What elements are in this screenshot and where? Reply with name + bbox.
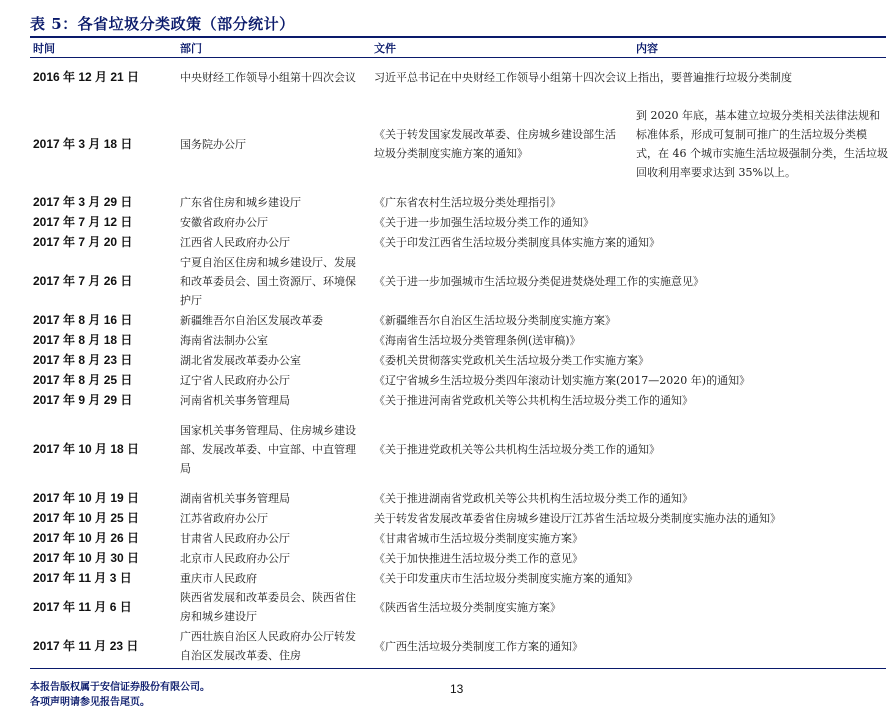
row-date: 2017 年 3 月 29 日 [33, 194, 133, 209]
row-dept: 广东省住房和城乡建设厅 [180, 195, 301, 209]
row-date: 2017 年 7 月 26 日 [33, 273, 133, 288]
row-file: 《广西生活垃圾分类制度工作方案的通知》 [374, 639, 583, 653]
notice-text: 各项声明请参见报告尾页。 [30, 697, 150, 708]
row-dept: 广西壮族自治区人民政府办公厅转发自治区发展改革委、住房 [180, 630, 356, 662]
table-row [30, 212, 886, 232]
row-date: 2017 年 11 月 6 日 [33, 599, 132, 614]
row-file: 《关于加快推进生活垃圾分类工作的意见》 [374, 551, 583, 565]
row-date: 2017 年 10 月 18 日 [33, 441, 140, 456]
row-date: 2017 年 10 月 19 日 [33, 490, 140, 505]
row-dept: 海南省法制办公室 [180, 333, 268, 347]
row-date: 2017 年 7 月 20 日 [33, 234, 133, 249]
table-row [30, 410, 886, 488]
footer-disclaimer [30, 680, 210, 710]
table-title: 表 5：各省垃圾分类政策（部分统计） [30, 15, 295, 33]
row-dept: 新疆维吾尔自治区发展改革委 [180, 313, 323, 327]
row-dept: 宁夏自治区住房和城乡建设厅、发展和改革委员会、国土资源厅、环境保护厅 [180, 255, 356, 307]
table-row [30, 370, 886, 390]
row-dept: 辽宁省人民政府办公厅 [180, 373, 290, 387]
table-row [30, 96, 886, 192]
row-date: 2017 年 8 月 16 日 [33, 312, 133, 327]
table-row [30, 192, 886, 212]
row-file: 《关于印发江西省生活垃圾分类制度具体实施方案的通知》 [374, 235, 660, 249]
header-time: 时间 [33, 42, 55, 55]
row-file: 《甘肃省城市生活垃圾分类制度实施方案》 [374, 531, 583, 545]
table-row [30, 350, 886, 370]
row-date: 2017 年 8 月 25 日 [33, 372, 133, 387]
row-file: 关于转发省发展改革委省住房城乡建设厅江苏省生活垃圾分类制度实施办法的通知》 [374, 511, 781, 525]
table-row [30, 568, 886, 588]
row-file: 习近平总书记在中央财经工作领导小组第十四次会议上指出，要普遍推行垃圾分类制度 [374, 70, 792, 84]
row-dept: 江苏省政府办公厅 [180, 511, 268, 525]
row-file: 《新疆维吾尔自治区生活垃圾分类制度实施方案》 [374, 313, 616, 327]
table-row [30, 548, 886, 568]
table-row [30, 488, 886, 508]
row-date: 2017 年 7 月 12 日 [33, 214, 133, 229]
row-date: 2017 年 9 月 29 日 [33, 392, 133, 407]
row-dept: 重庆市人民政府 [180, 571, 257, 585]
row-date: 2017 年 8 月 18 日 [33, 332, 133, 347]
table-row [30, 252, 886, 310]
row-file: 《关于转发国家发展改革委、住房城乡建设部生活垃圾分类制度实施方案的通知》 [374, 128, 616, 160]
table-row [30, 390, 886, 410]
header-dept: 部门 [180, 42, 202, 55]
header-file: 文件 [374, 42, 396, 55]
table-row [30, 508, 886, 528]
row-date: 2017 年 11 月 23 日 [33, 638, 139, 653]
row-date: 2017 年 10 月 30 日 [33, 550, 140, 565]
row-dept: 陕西省发展和改革委员会、陕西省住房和城乡建设厅 [180, 591, 356, 623]
row-dept: 甘肃省人民政府办公厅 [180, 531, 290, 545]
row-file: 《陕西省生活垃圾分类制度实施方案》 [374, 600, 561, 614]
table-row [30, 232, 886, 252]
row-dept: 湖北省发展改革委办公室 [180, 353, 301, 367]
row-date: 2017 年 10 月 25 日 [33, 510, 140, 525]
row-file: 《关于推进党政机关等公共机构生活垃圾分类工作的通知》 [374, 442, 660, 456]
table-row [30, 330, 886, 350]
row-date: 2017 年 10 月 26 日 [33, 530, 140, 545]
row-file: 《关于推进河南省党政机关等公共机构生活垃圾分类工作的通知》 [374, 393, 693, 407]
footer-divider [30, 668, 886, 669]
table-row [30, 58, 886, 96]
row-file: 《广东省农村生活垃圾分类处理指引》 [374, 195, 561, 209]
row-date: 2017 年 11 月 3 日 [33, 570, 132, 585]
page-number: 13 [450, 682, 464, 696]
row-dept: 国家机关事务管理局、住房城乡建设部、发展改革委、中宣部、中直管理局 [180, 423, 356, 475]
row-content: 到 2020 年底，基本建立垃圾分类相关法律法规和标准体系，形成可复制可推广的生活垃圾分类模式，在 46 个城市实施生活垃圾强制分类，生活垃圾回收利用率要求达到 35%以上。 [636, 109, 888, 179]
row-file: 《关于推进湖南省党政机关等公共机构生活垃圾分类工作的通知》 [374, 491, 693, 505]
table-row [30, 528, 886, 548]
row-file: 《关于印发重庆市生活垃圾分类制度实施方案的通知》 [374, 571, 638, 585]
row-file: 《关于进一步加强城市生活垃圾分类促进焚烧处理工作的实施意见》 [374, 274, 704, 288]
table-header [30, 38, 886, 56]
table-row [30, 588, 886, 626]
row-file: 《委机关贯彻落实党政机关生活垃圾分类工作实施方案》 [374, 353, 649, 367]
row-file: 《辽宁省城乡生活垃圾分类四年滚动计划实施方案(2017—2020 年)的通知》 [374, 373, 751, 387]
copyright-text: 本报告版权属于安信证券股份有限公司。 [30, 682, 210, 693]
row-dept: 江西省人民政府办公厅 [180, 235, 290, 249]
row-dept: 国务院办公厅 [180, 137, 246, 151]
row-dept: 中央财经工作领导小组第十四次会议 [180, 70, 356, 84]
table-row [30, 310, 886, 330]
row-date: 2017 年 8 月 23 日 [33, 352, 133, 367]
row-dept: 安徽省政府办公厅 [180, 215, 268, 229]
row-dept: 湖南省机关事务管理局 [180, 491, 290, 505]
row-file: 《关于进一步加强生活垃圾分类工作的通知》 [374, 215, 594, 229]
row-date: 2016 年 12 月 21 日 [33, 69, 140, 84]
row-dept: 北京市人民政府办公厅 [180, 551, 290, 565]
row-date: 2017 年 3 月 18 日 [33, 136, 133, 151]
header-content: 内容 [636, 42, 658, 55]
table-row [30, 626, 886, 666]
row-file: 《海南省生活垃圾分类管理条例(送审稿)》 [374, 333, 581, 347]
row-dept: 河南省机关事务管理局 [180, 393, 290, 407]
